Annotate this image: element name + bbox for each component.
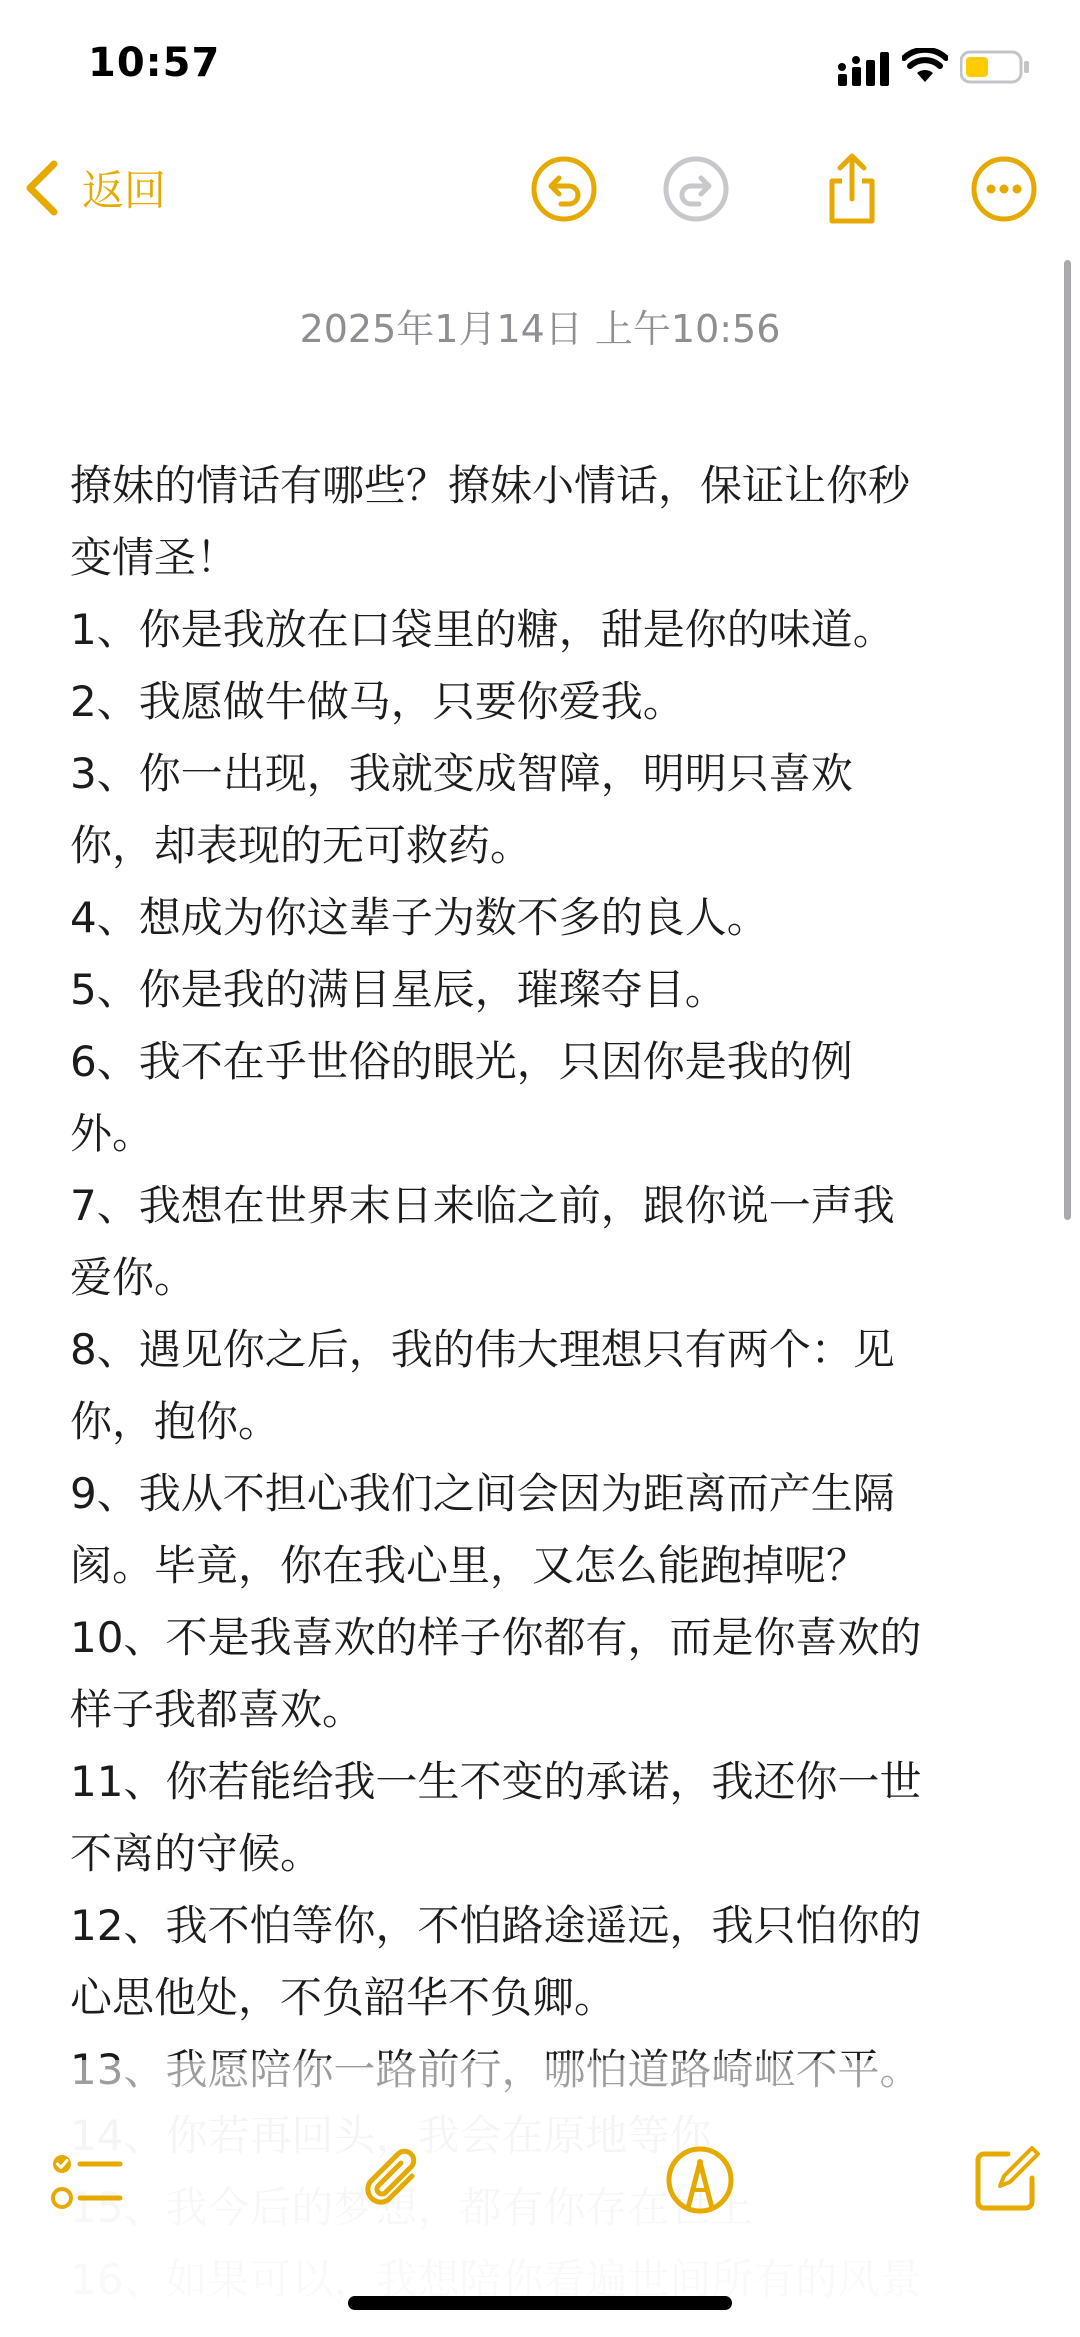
note-line: 你，抱你。: [70, 1397, 281, 1446]
note-line: 样子我都喜欢。: [70, 1685, 365, 1734]
markup-icon: [660, 2140, 740, 2220]
note-line: 阂。毕竟，你在我心里，又怎么能跑掉呢？: [70, 1541, 869, 1590]
note-line: 不离的守候。: [70, 1829, 323, 1878]
scroll-indicator[interactable]: [1064, 260, 1071, 1220]
compose-icon: [966, 2140, 1046, 2220]
share-icon: [816, 153, 888, 225]
note-line: 9、我从不担心我们之间会因为距离而产生隔: [70, 1469, 895, 1518]
redo-button[interactable]: [660, 153, 732, 225]
note-line: 心思他处，不负韶华不负卿。: [70, 1973, 617, 2022]
back-label: 返回: [82, 166, 167, 215]
battery-icon: [960, 50, 1030, 84]
checklist-icon: [46, 2140, 126, 2220]
markup-button[interactable]: [660, 2140, 740, 2220]
note-line: 变情圣！: [70, 533, 239, 582]
note-line: 撩妹的情话有哪些？撩妹小情话，保证让你秒: [70, 461, 911, 510]
more-icon: [968, 153, 1040, 225]
note-line: 2、我愿做牛做马，只要你爱我。: [70, 677, 685, 726]
checklist-button[interactable]: [46, 2140, 126, 2220]
note-date: 2025年1月14日 上午10:56: [299, 307, 781, 351]
note-line: 8、遇见你之后，我的伟大理想只有两个：见: [70, 1325, 895, 1374]
bottom-toolbar: [0, 2130, 1080, 2230]
attachment-button[interactable]: [354, 2140, 434, 2220]
note-line: 5、你是我的满目星辰，璀璨夺目。: [70, 965, 727, 1014]
undo-icon: [528, 153, 600, 225]
note-line: 爱你。: [70, 1253, 197, 1302]
note-line: 3、你一出现，我就变成智障，明明只喜欢: [70, 749, 853, 798]
note-line: 1、你是我放在口袋里的糖，甜是你的味道。: [70, 605, 895, 654]
note-body[interactable]: [70, 450, 1030, 2106]
status-time: 10:57: [88, 40, 221, 86]
note-line: 12、我不怕等你，不怕路途遥远，我只怕你的: [70, 1901, 922, 1950]
nav-bar: [0, 145, 1080, 235]
undo-button[interactable]: [528, 153, 600, 225]
note-line: 外。: [70, 1109, 155, 1158]
compose-button[interactable]: [966, 2140, 1046, 2220]
note-line: 4、想成为你这辈子为数不多的良人。: [70, 893, 769, 942]
note-line: 6、我不在乎世俗的眼光，只因你是我的例: [70, 1037, 853, 1086]
cellular-signal-icon: [838, 52, 892, 86]
note-line: 7、我想在世界末日来临之前，跟你说一声我: [70, 1181, 895, 1230]
wifi-icon: [902, 48, 948, 84]
share-button[interactable]: [816, 153, 888, 225]
chevron-left-icon: [22, 158, 62, 218]
note-line: 10、不是我喜欢的样子你都有，而是你喜欢的: [70, 1613, 922, 1662]
status-bar: [0, 0, 1080, 130]
more-button[interactable]: [968, 153, 1040, 225]
redo-icon: [660, 153, 732, 225]
attachment-icon: [354, 2140, 434, 2220]
back-button[interactable]: [22, 153, 166, 223]
home-indicator[interactable]: [348, 2296, 732, 2310]
note-line: 你，却表现的无可救药。: [70, 821, 533, 870]
note-line: 11、你若能给我一生不变的承诺，我还你一世: [70, 1757, 922, 1806]
